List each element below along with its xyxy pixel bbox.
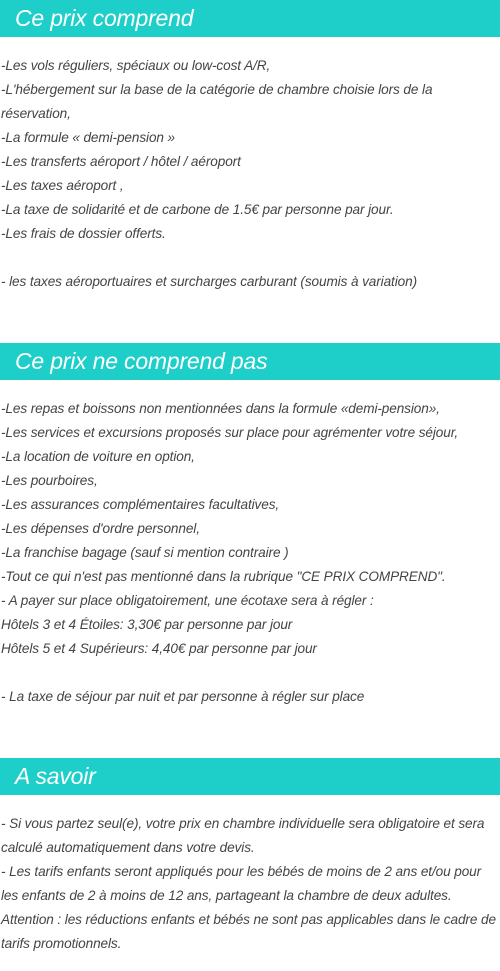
- section-ce-prix-comprend: [0, 0, 500, 294]
- list-item: -La formule « demi-pension »: [1, 130, 176, 145]
- list-item: -Les services et excursions proposés sur place pour agrémenter votre séjour,: [1, 425, 459, 440]
- list-item: -Les vols réguliers, spéciaux ou low-cost A/R,: [1, 58, 271, 73]
- list-item: Attention : les réductions enfants et bébés ne sont pas applicables dans le cadre de tarifs promotionnels.: [1, 912, 496, 951]
- list-item: -Les repas et boissons non mentionnées dans la formule «demi-pension»,: [1, 401, 440, 416]
- section-a-savoir: [0, 758, 500, 956]
- list-item: - La taxe de séjour par nuit et par personne à régler sur place: [1, 689, 365, 704]
- list-item: -La taxe de solidarité et de carbone de 1.5€ par personne par jour.: [1, 202, 394, 217]
- list-item: -La franchise bagage (sauf si mention contraire ): [1, 545, 289, 560]
- list-item: Hôtels 5 et 4 Supérieurs: 4,40€ par personne par jour: [1, 641, 317, 656]
- list-item: -La location de voiture en option,: [1, 449, 195, 464]
- list-item: -Les dépenses d'ordre personnel,: [1, 521, 200, 536]
- list-item: Hôtels 3 et 4 Étoiles: 3,30€ par personne par jour: [1, 617, 293, 632]
- list-item: -Les transferts aéroport / hôtel / aéroport: [1, 154, 241, 169]
- section-ce-prix-ne-comprend-pas: [0, 343, 500, 709]
- list-item: -Tout ce qui n'est pas mentionné dans la rubrique "CE PRIX COMPREND".: [1, 569, 446, 584]
- list-item: -Les frais de dossier offerts.: [1, 226, 166, 241]
- list-item: - Les tarifs enfants seront appliqués pour les bébés de moins de 2 ans et/ou pour les enfants de 2 à moins de 12 ans, partageant la chambre de deux adultes.: [1, 864, 482, 903]
- list-item: -Les taxes aéroport ,: [1, 178, 124, 193]
- list-item: - Si vous partez seul(e), votre prix en chambre individuelle sera obligatoire et sera calculé automatiquement dans votre devis.: [1, 816, 485, 855]
- section-title: Ce prix ne comprend pas: [0, 343, 500, 380]
- spacer: [0, 661, 500, 685]
- list-item: -L'hébergement sur la base de la catégorie de chambre choisie lors de la réservation,: [1, 82, 433, 121]
- list-item: - les taxes aéroportuaires et surcharges carburant (soumis à variation): [1, 274, 418, 289]
- spacer: [0, 246, 500, 270]
- list-item: - A payer sur place obligatoirement, une écotaxe sera à régler :: [1, 593, 374, 608]
- section-title: Ce prix comprend: [0, 0, 500, 37]
- list-item: -Les assurances complémentaires facultatives,: [1, 497, 280, 512]
- section-title: A savoir: [0, 758, 500, 795]
- list-item: -Les pourboires,: [1, 473, 98, 488]
